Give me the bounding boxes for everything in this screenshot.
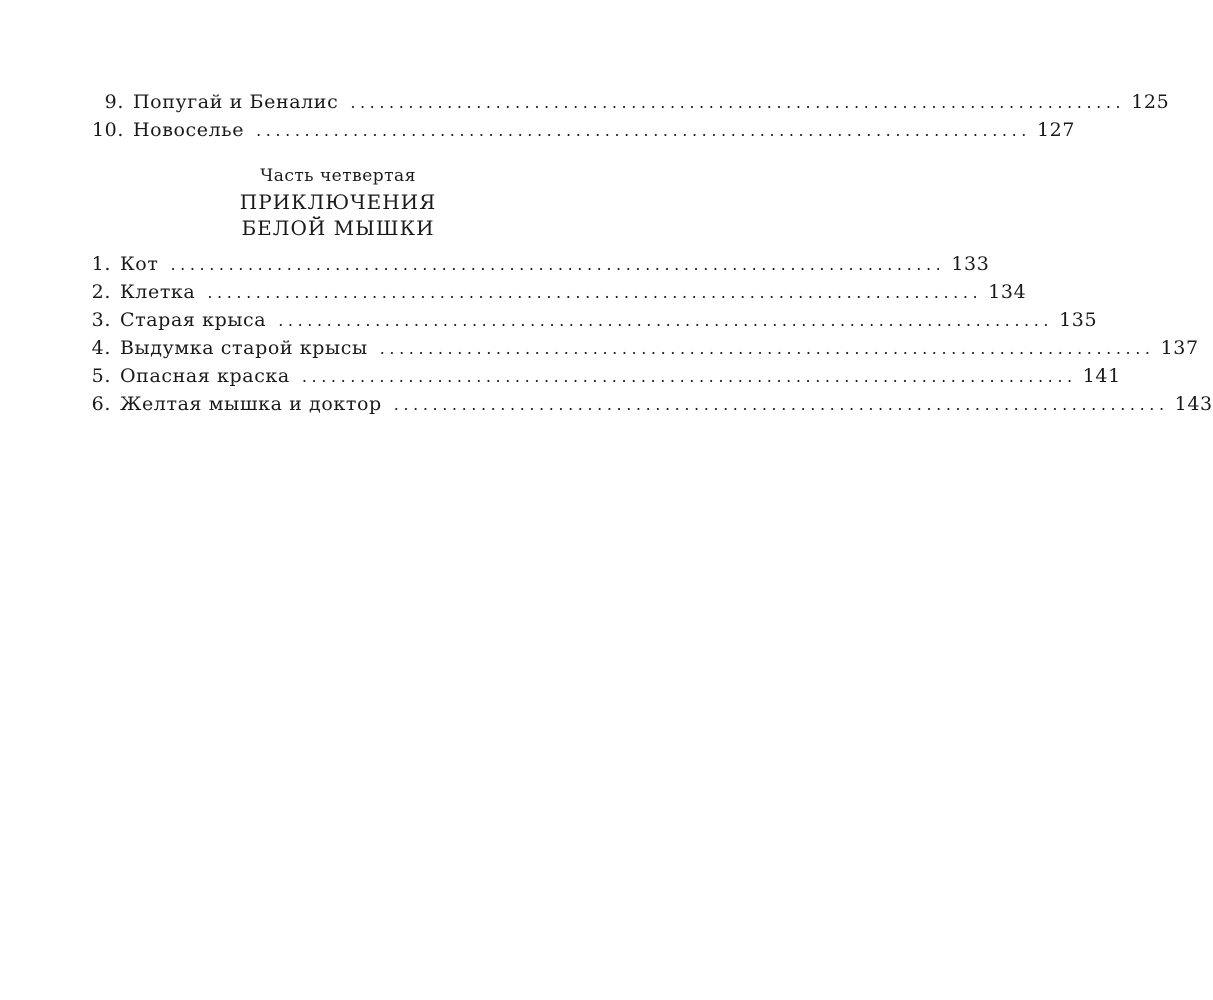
chapter-number: 6. [91, 393, 111, 415]
dot-leader: ................................................................................ [278, 311, 1054, 330]
page-number: 133 [951, 253, 990, 275]
table-of-contents [88, 88, 1213, 418]
dot-leader: ................................................................................ [379, 339, 1155, 358]
page-number: 141 [1082, 365, 1121, 387]
chapter-title: Желтая мышка и доктор [120, 393, 382, 415]
toc-entry [88, 250, 990, 278]
chapter-number: 2. [91, 281, 111, 303]
dot-leader: ................................................................................ [256, 121, 1031, 140]
chapter-number: 5. [91, 365, 111, 387]
part-title-line-1: ПРИКЛЮЧЕНИЯ [239, 190, 437, 214]
chapter-number: 4. [91, 337, 111, 359]
chapter-title: Попугай и Беналис [133, 91, 339, 113]
toc-entry [88, 390, 1213, 418]
dot-leader: ................................................................................ [207, 283, 983, 302]
page-number: 137 [1160, 337, 1199, 359]
chapter-title: Старая крыса [120, 309, 267, 331]
part-header [88, 164, 588, 240]
toc-entry [88, 362, 1121, 390]
chapter-number: 9. [104, 91, 124, 113]
chapter-number: 10. [91, 119, 124, 141]
page-number: 135 [1059, 309, 1098, 331]
chapter-title: Клетка [120, 281, 196, 303]
chapter-title: Опасная краска [120, 365, 290, 387]
dot-leader: ................................................................................ [170, 255, 946, 274]
chapter-number: 1. [91, 253, 111, 275]
dot-leader: ................................................................................ [350, 93, 1126, 112]
chapter-number: 3. [91, 309, 111, 331]
page-number: 143 [1174, 393, 1213, 415]
toc-entry [88, 306, 1098, 334]
page-number: 134 [988, 281, 1027, 303]
toc-entry [88, 88, 1170, 116]
toc-entry [88, 334, 1199, 362]
page-number: 127 [1036, 119, 1076, 141]
chapter-title: Кот [120, 253, 159, 275]
dot-leader: ................................................................................ [393, 395, 1169, 414]
chapter-title: Выдумка старой крысы [120, 337, 368, 359]
page-number: 125 [1131, 91, 1170, 113]
toc-entry [88, 116, 1076, 144]
chapter-title: Новоселье [133, 119, 245, 141]
part-label: Часть четвертая [260, 166, 416, 186]
part-title-line-2: БЕЛОЙ МЫШКИ [241, 216, 435, 240]
toc-entry [88, 278, 1027, 306]
dot-leader: ................................................................................ [301, 367, 1077, 386]
